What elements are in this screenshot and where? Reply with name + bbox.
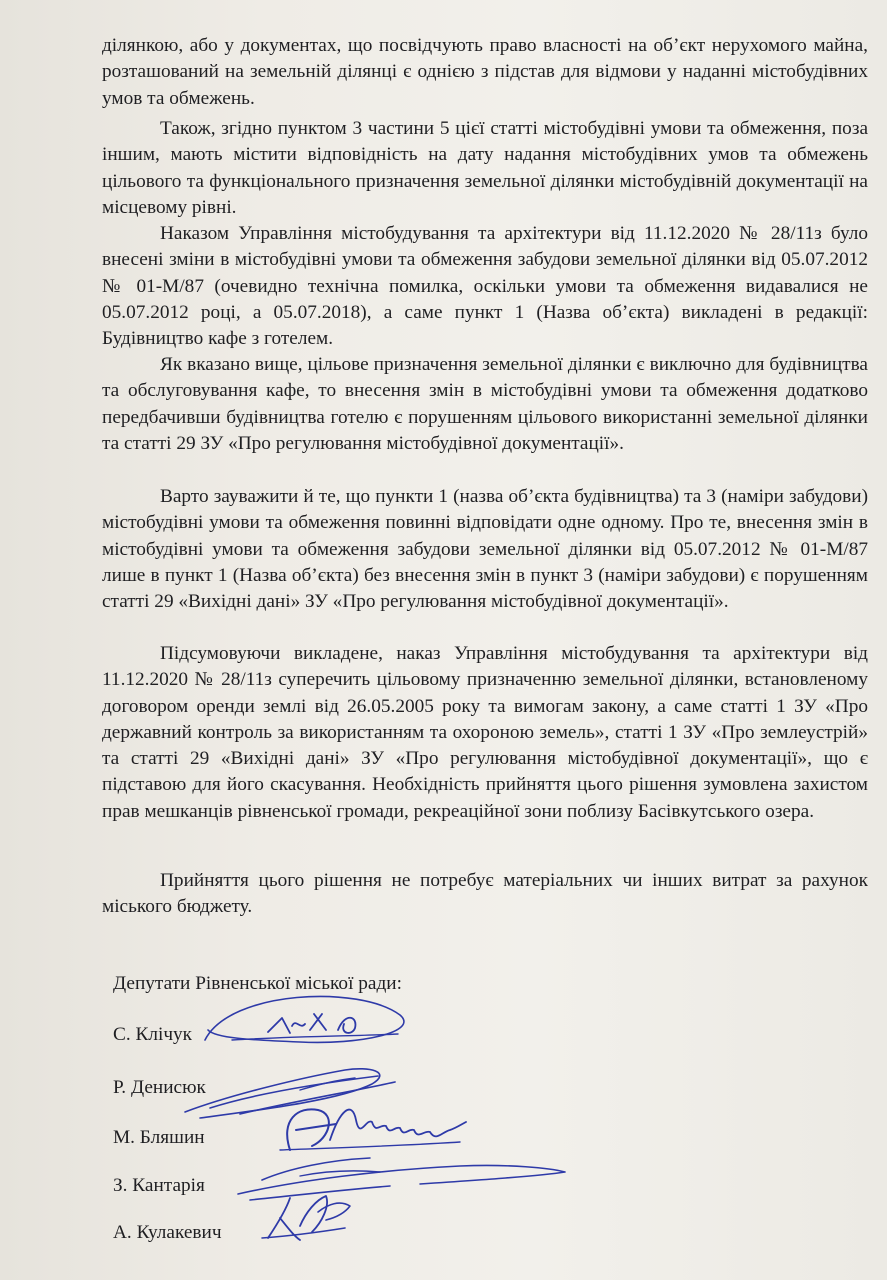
paragraph-purpose-violation: Як вказано вище, цільове призначення земельної ділянки є виключно для будівництва та обслуговування кафе, то внесення змін в містобудівні умови та обмеження додатково передбачивши будівництва готелю є порушенням цільового використанні земельної ділянки та статті 29 ЗУ «Про регулювання містобудівної документації».	[102, 354, 868, 454]
paragraph-order-changes: Наказом Управління містобудування та архітектури від 11.12.2020 № 28/11з було внесені зміни в містобудівні умови та обмеження забудови земельної ділянки від 05.07.2012 № 01-М/87 (очевидно технічна помилка, оскільки умови та обмеження видавалися не 05.07.2012 році, а 05.07.2018), а саме пункт 1 (Назва об’єкта) викладені в редакції: Будівництво кафе з готелем.	[102, 223, 868, 350]
signature-denysiuk	[185, 1069, 395, 1118]
signature-klichuk	[205, 996, 404, 1042]
signatory-name: С. Клічук	[113, 1024, 193, 1045]
signature-kantaria	[238, 1158, 565, 1200]
signature-bliashyn	[280, 1109, 466, 1150]
signatory-name: З. Кантарія	[113, 1175, 205, 1196]
signatory-name: А. Кулакевич	[113, 1222, 222, 1243]
signature-kulakevych	[262, 1196, 350, 1240]
paragraph-continuation: ділянкою, або у документах, що посвідчують право власності на об’єкт нерухомого майна, розташований на земельній ділянці є однією з підстав для відмови у наданні містобудівних умов та обмежень.	[102, 35, 868, 109]
signatory-name: М. Бляшин	[113, 1127, 205, 1148]
signatories-title: Депутати Рівненської міської ради:	[113, 973, 402, 994]
signatory-name: Р. Денисюк	[113, 1077, 206, 1098]
paragraph-requirements: Також, згідно пунктом 3 частини 5 цієї статті містобудівні умови та обмеження, поза іншим, мають містити відповідність на дату надання містобудівних умов та обмежень цільового та функціонального призначення земельної ділянки містобудівній документації на місцевому рівні.	[102, 118, 868, 218]
paragraph-consistency: Варто зауважити й те, що пункти 1 (назва об’єкта будівництва) та 3 (наміри забудови) містобудівні умови та обмеження повинні відповідати одне одному. Про те, внесення змін в містобудівні умови та обмеження забудови земельної ділянки від 05.07.2012 № 01-М/87 лише в пункт 1 (Назва об’єкта) без внесення змін в пункт 3 (наміри забудови) є порушенням статті 29 «Вихідні дані» ЗУ «Про регулювання містобудівної документації».	[102, 486, 868, 613]
paragraph-budget: Прийняття цього рішення не потребує матеріальних чи інших витрат за рахунок міського бюджету.	[102, 870, 868, 918]
paragraph-summary: Підсумовуючи викладене, наказ Управління містобудування та архітектури від 11.12.2020 № 28/11з суперечить цільовому призначенню земельної ділянки, встановленому договором оренди землі від 26.05.2005 року та вимогам закону, а саме статті 1 ЗУ «Про державний контроль за використанням та охороною земель», статті 1 ЗУ «Про землеустрій» та статті 29 «Вихідні дані» ЗУ «Про регулювання містобудівної документації», що є підставою для його скасування. Необхідність прийняття цього рішення зумовлена захистом прав мешканців рівненської громади, рекреаційної зони поблизу Басівкутського озера.	[102, 643, 868, 822]
